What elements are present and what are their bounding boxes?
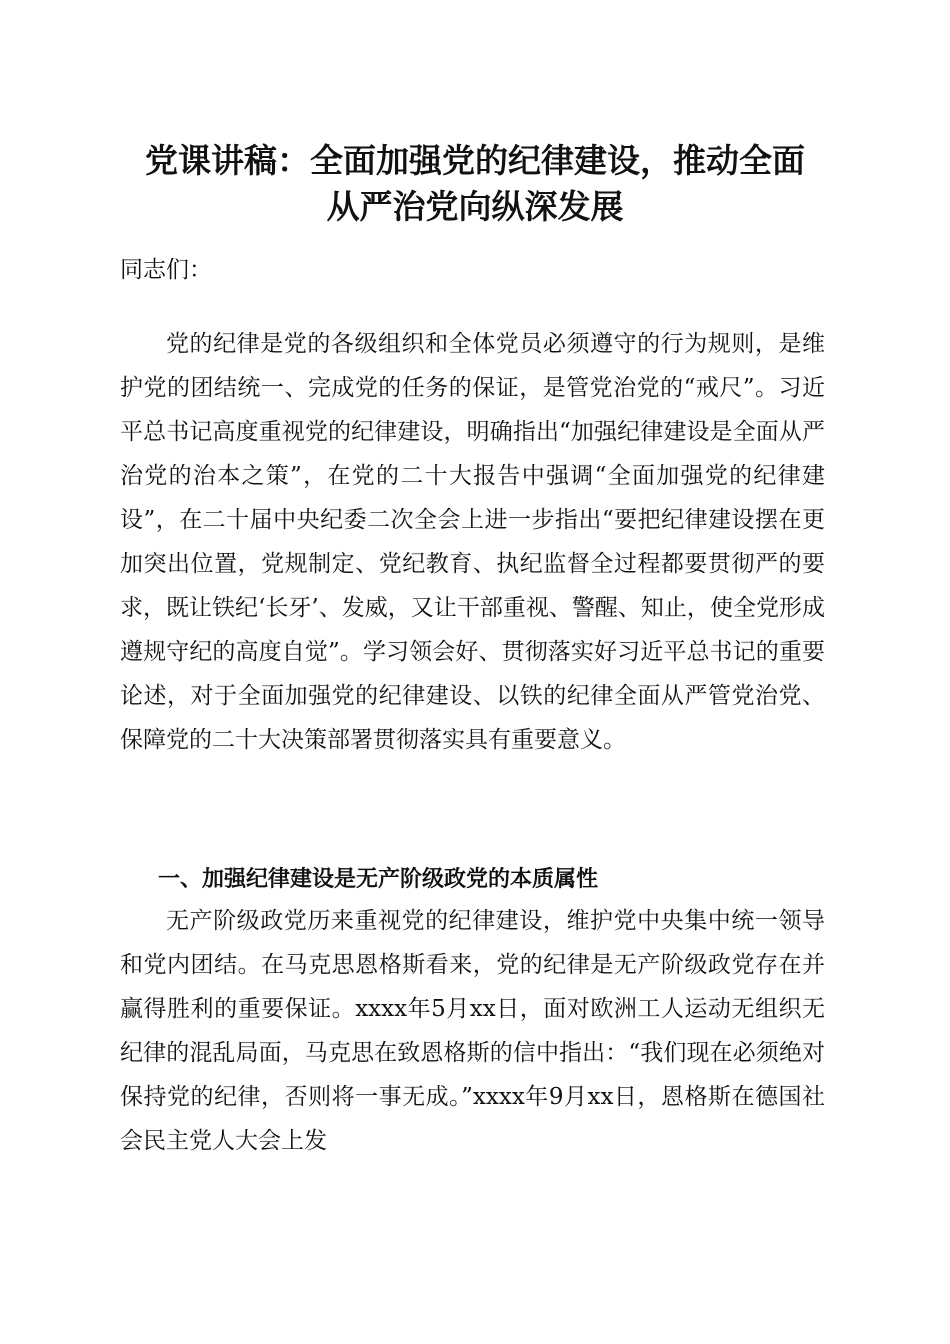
- section-1-paragraph: 无产阶级政党历来重视党的纪律建设，维护党中央集中统一领导和党内团结。在马克思恩格斯看来，党的纪律是无产阶级政党存在并赢得胜利的重要保证。xxxx年5月xx日，面对欧洲工人运动无组织无纪律的混乱局面，马克思在致恩格斯的信中指出：“我们现在必须绝对保持党的纪律，否则将一事无成。”xxxx年9月xx日，恩格斯在德国社会民主党人大会上发: [120, 908, 825, 1154]
- document-title-line-2: 从严治党向纵深发展: [326, 187, 624, 226]
- salutation: 同志们：: [120, 257, 212, 283]
- section-heading-1: 一、加强纪律建设是无产阶级政党的本质属性: [158, 867, 599, 892]
- intro-paragraph: 党的纪律是党的各级组织和全体党员必须遵守的行为规则，是维护党的团结统一、完成党的任务的保证，是管党治党的“戒尺”。习近平总书记高度重视党的纪律建设，明确指出“加强纪律建设是全面从严治党的治本之策”，在党的二十大报告中强调“全面加强党的纪律建设”，在二十届中央纪委二次全会上进一步指出“要把纪律建设摆在更加突出位置，党规制定、党纪教育、执纪监督全过程都要贯彻严的要求，既让铁纪‘长牙’、发威，又让干部重视、警醒、知止，使全党形成遵规守纪的高度自觉”。学习领会好、贯彻落实好习近平总书记的重要论述，对于全面加强党的纪律建设、以铁的纪律全面从严管党治党、保障党的二十大决策部署贯彻落实具有重要意义。: [120, 331, 825, 753]
- document-title-line-1: 党课讲稿：全面加强党的纪律建设，推动全面: [145, 141, 805, 180]
